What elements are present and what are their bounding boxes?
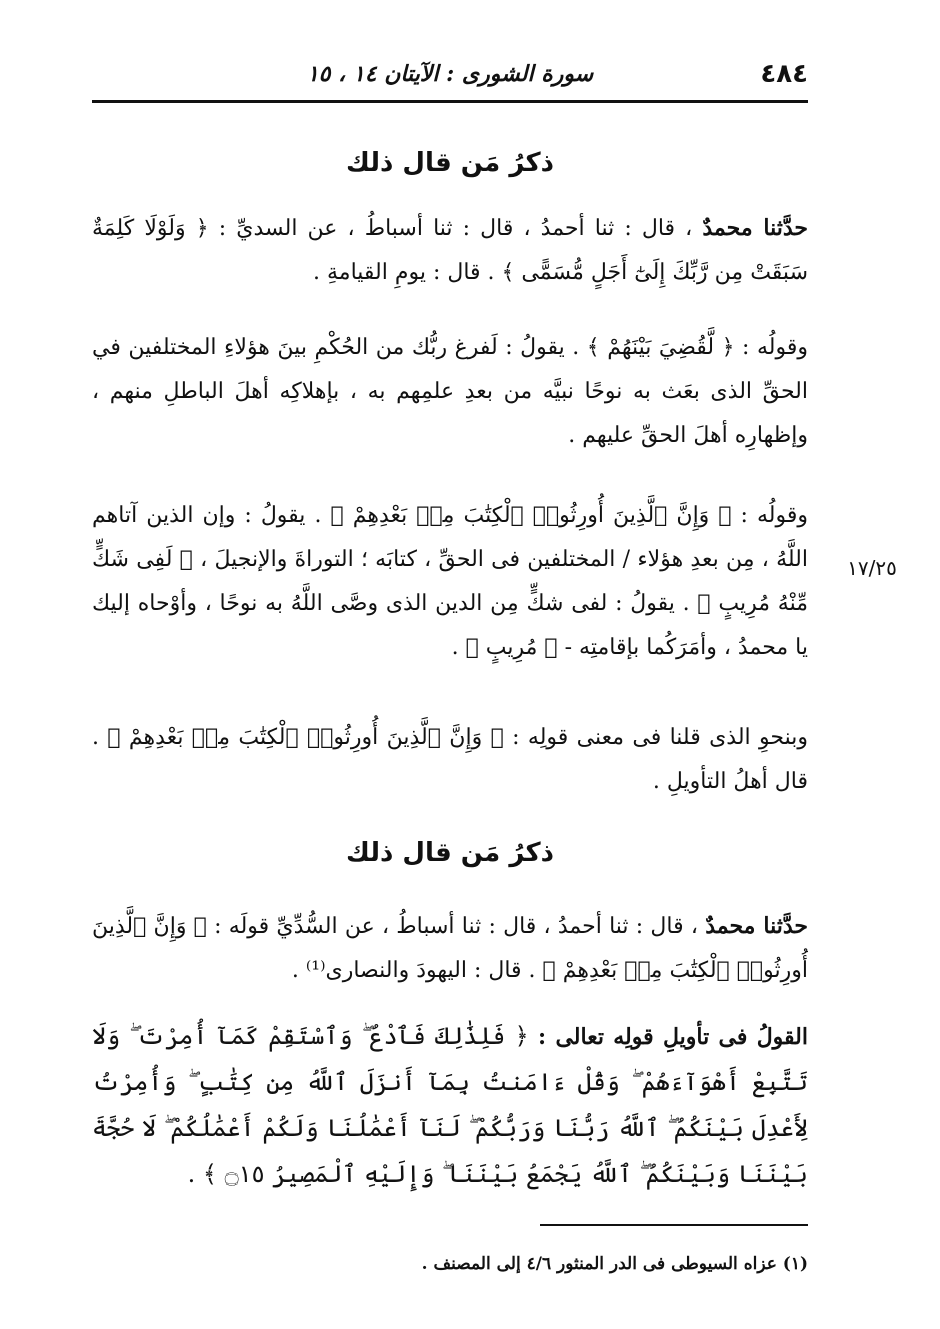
footnote: (١) عزاه السيوطى فى الدر المنثور ٤/٦ إلى المصنف . — [421, 1254, 808, 1274]
narrator-chain: حدَّثنا محمدٌ — [702, 215, 808, 241]
header-rule — [92, 100, 808, 103]
paragraph-3 — [92, 494, 808, 670]
verse-intro: القولُ فى تأويلِ قولِه تعالى : — [538, 1024, 808, 1050]
paragraph-text: ، قال : ثنا أحمدُ ، قال : ثنا أسباطُ ، عن السديِّ : ﴿ وَلَوْلَا كَلِمَةٌ سَبَقَتْ مِن رَّبِّكَ إِلَىٰٓ أَجَلٍ مُّسَمًّى ﴾ . قال : يومِ القيامةِ . — [92, 216, 808, 285]
page-number: ٤٨٤ — [760, 59, 808, 89]
paragraph-1 — [92, 206, 808, 295]
paragraph-text: ، قال : ثنا أحمدُ ، قال : ثنا أسباطُ ، عن السُّدِّيِّ قولَه : ﴿ وَإِنَّ ٱلَّذِينَ أُورِثُوا۟ ٱلْكِتَٰبَ مِنۢ بَعْدِهِمْ ﴾ . قال : اليهودَ والنصارى⁽¹⁾ . — [92, 914, 808, 983]
narrator-chain: حدَّثنا محمدٌ — [705, 913, 808, 939]
footnote-rule — [540, 1224, 808, 1226]
paragraph-4 — [92, 716, 808, 804]
paragraph-2 — [92, 326, 808, 458]
paragraph-6 — [92, 1014, 808, 1198]
margin-reference: ١٧/٢٥ — [847, 556, 897, 580]
paragraph-text: وبنحوِ الذى قلنا فى معنى قولِه : ﴿ وَإِنَّ ٱلَّذِينَ أُورِثُوا۟ ٱلْكِتَٰبَ مِنۢ بَعْدِهِمْ ﴾ . قال أهلُ التأويلِ . — [92, 725, 808, 794]
verse-text: ﴿ فَلِذَٰلِكَ فَٱدْعُ ۖ وَٱسْتَقِمْ كَمَآ أُمِرْتَ ۖ وَلَا تَتَّبِعْ أَهْوَآءَهُمْ ۖ وَقُلْ ءَامَنتُ بِمَآ أَنزَلَ ٱللَّهُ مِن كِتَٰبٍ ۖ وَأُمِرْتُ لِأَعْدِلَ بَيْنَكُمُ ۖ ٱللَّهُ رَبُّنَا وَرَبُّكُمْ ۖ لَنَآ أَعْمَٰلُنَا وَلَكُمْ أَعْمَٰلُكُمْ ۖ لَا حُجَّةَ بَيْنَنَا وَبَيْنَكُمُ ۖ ٱللَّهُ يَجْمَعُ بَيْنَنَا ۖ وَإِلَيْهِ ٱلْمَصِيرُ ۝١٥ ﴾ . — [92, 1022, 808, 1188]
paragraph-5 — [92, 904, 808, 993]
paragraph-text: وقولُه : ﴿ وَإِنَّ ٱلَّذِينَ أُورِثُوا۟ ٱلْكِتَٰبَ مِنۢ بَعْدِهِمْ ﴾ . يقولُ : وإن الذين آتاهم اللَّهُ ، مِن بعدِ هؤلاء / المختلفين فى الحقِّ ، كتابَه ؛ التوراةَ والإنجيلَ ، ﴿ لَفِى شَكٍّ مِّنْهُ مُرِيبٍ ﴾ . يقولُ : لفى شكٍّ مِن الدين الذى وصَّى اللَّهُ به نوحًا ، وأوْحاه إليك يا محمدُ ، وأمَرَكُما بإقامتِه - ﴿ مُرِيبٍ ﴾ . — [92, 503, 808, 660]
section-heading: ذكرُ مَن قال ذلك — [346, 148, 554, 178]
section-heading: ذكرُ مَن قال ذلك — [346, 838, 554, 868]
page-header — [92, 54, 808, 94]
running-head: سورة الشورى : الآيتان ١٤ ، ١٥ — [306, 61, 594, 87]
paragraph-text: وقولُه : ﴿ لَّقُضِيَ بَيْنَهُمْ ﴾ . يقولُ : لَفرغ ربُّك من الحُكْمِ بينَ هؤلاءِ المختلفين في الحقِّ الذى بعَث به نوحًا نبيَّه من بعدِ علمِهم به ، بإهلاكِه أهلَ الباطلِ منهم ، وإظهارِه أهلَ الحقِّ عليهم . — [92, 335, 808, 448]
